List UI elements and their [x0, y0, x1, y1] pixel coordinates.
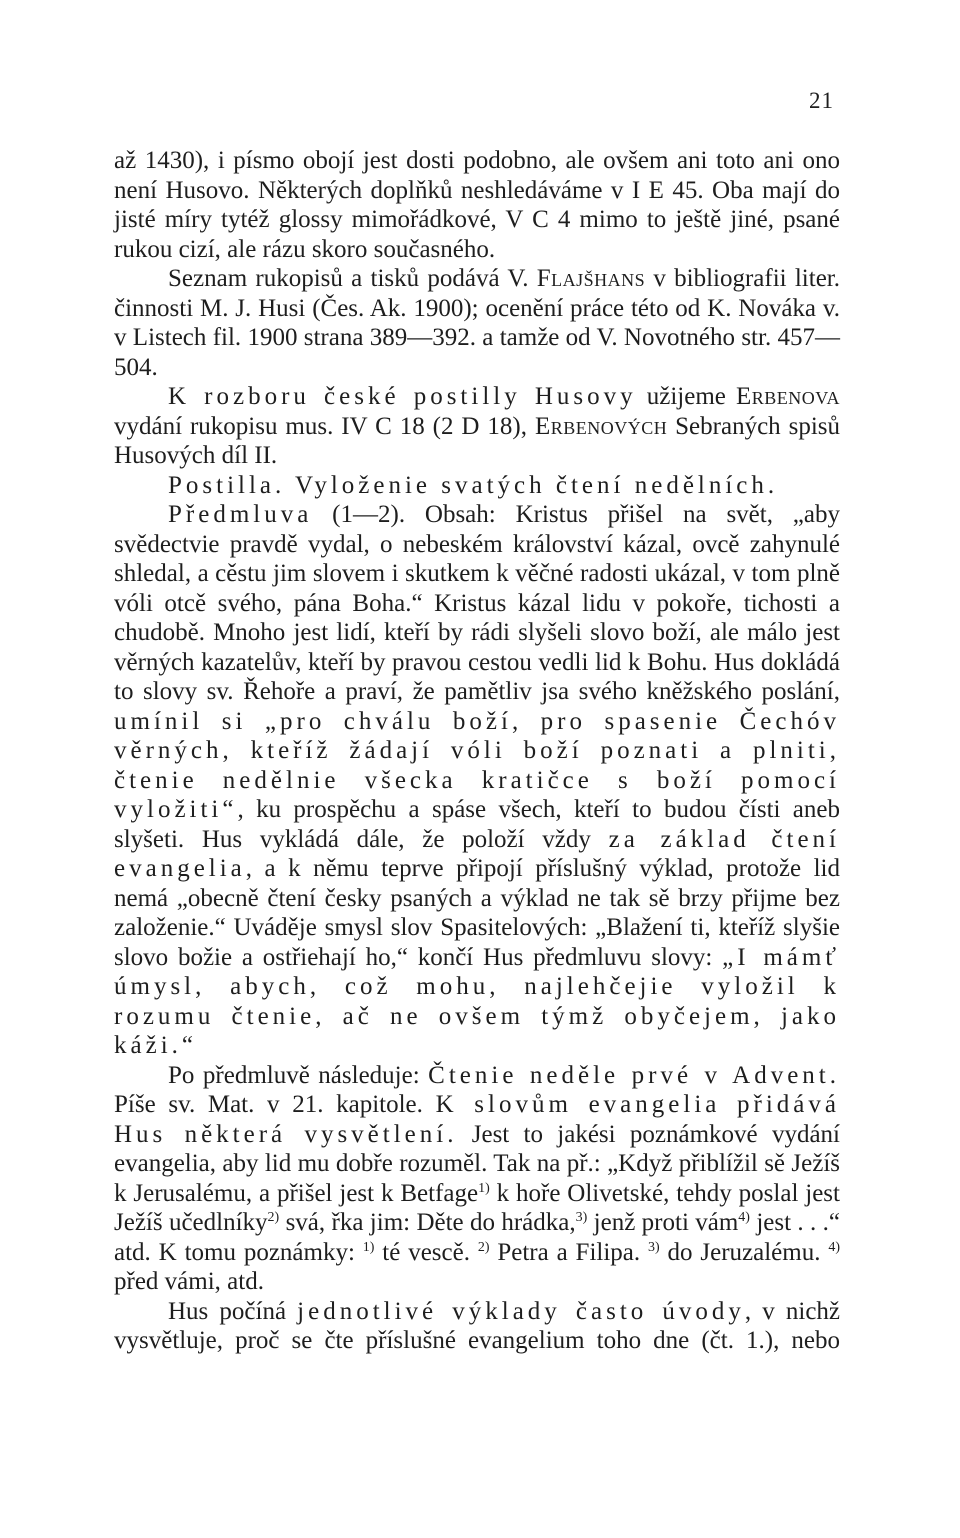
text-run: Petra a Filipa.: [489, 1238, 648, 1266]
text-run: (1—2). Obsah: Kristus přišel na svět, „aby svědectvie pravdě vydal, o nebeském království kázal, ovcě zahynulé shledal, a cěstu jim slovem i skutkem k věčné radosti ukázal, v tom plně vóli otcě svého, pána Boha.“ Kristus kázal lidu v pokoře, tichosti a chudobě. Mnoho jest lidí, kteří by rádi slyšeli slovo boží, ale málo jest věrných kazatelův, kteří by pravou cestou vedli lid k Bohu. Hus dokládá to slovy sv. Řehoře a praví, že pamětliv jsa svého kněžského poslání,: [114, 501, 840, 705]
spaced-emphasis-text: jednotlivé výklady často úvody: [297, 1297, 745, 1325]
paragraph: [114, 471, 840, 501]
author-name: Flajšhans: [536, 265, 646, 292]
spaced-emphasis-text: „I mámť úmysl, abych, což mohu, najlehčejie vyložil k rozumu čtenie, ač ne ovšem týmž obyčejem, jako káži.“: [114, 943, 841, 1059]
footnote-marker: 1): [362, 1239, 375, 1255]
text-run: v bibliografii liter. činnosti M. J. Husi (Čes. Ak. 1900); ocenění práce této od K. Nováka v. v Listech fil. 1900 strana 389—392. a tamže od V. Novotného str. 457—504.: [114, 265, 840, 381]
spaced-emphasis-text: Předmluva: [168, 501, 313, 528]
text-run: jest . . .“ atd. K tomu poznámky:: [114, 1209, 840, 1266]
footnote-marker: 4): [738, 1210, 750, 1225]
text-run: , ku prospěchu a spáse všech, kteří to budou čísti aneb slyšeti. Hus vykládá dále, že položí vždy: [114, 796, 840, 853]
author-name: Erbenových: [534, 412, 668, 440]
footnote-marker: 2): [267, 1210, 280, 1225]
text-run: Sebraných spisů Husových díl II.: [114, 412, 841, 469]
page-number: 21: [809, 88, 834, 113]
spaced-emphasis-text: Čtenie neděle prvé v Advent.: [428, 1061, 841, 1089]
spaced-emphasis-text: za základ čtení evangelia: [114, 825, 840, 882]
text-run: té vescě.: [374, 1238, 478, 1266]
text-run: Seznam rukopisů a tisků podává V.: [168, 265, 537, 292]
page-body: [114, 146, 840, 1356]
text-run: svá, řka jim: Děte do hrádka,: [279, 1209, 576, 1236]
text-run: k hoře Olivetské, tehdy poslal jest Ježíš učedlníky: [114, 1179, 840, 1236]
text-run: Po předmluvě následuje:: [168, 1061, 429, 1089]
text-run: Hus počíná: [168, 1297, 298, 1325]
text-run: před vámi, atd.: [114, 1268, 264, 1295]
paragraph: [114, 1061, 840, 1297]
text-run: jenž proti vám: [587, 1209, 739, 1236]
footnote-marker: 1): [478, 1180, 490, 1196]
footnote-marker: 3): [575, 1210, 588, 1225]
paragraph: [114, 382, 840, 471]
text-run: vydání rukopisu mus. IV C 18 (2 D 18),: [114, 412, 535, 440]
spaced-emphasis-text: umínil si „pro chválu boží, pro spasenie Čechóv věrných, kteříž žádají vóli boží poznati a plniti, čtenie nedělnie všecka kratičce s boží pomocí vyložiti“: [114, 707, 840, 823]
text-run: užijeme: [636, 383, 737, 410]
spaced-emphasis-text: K slovům evangelia přidává Hus některá vysvětlení.: [114, 1091, 840, 1148]
spaced-emphasis-text: K rozboru české postilly Husovy: [168, 383, 637, 410]
text-run: až 1430), i písmo obojí jest dosti podobno, ale ovšem ani toto ani ono není Husovo. Některých doplňků neshledáváme v I E 45. Oba mají do jisté míry tytéž glossy mimořádkové, V C 4 mimo to ještě jiné, psané rukou cizí, ale rázu skoro současného.: [114, 147, 840, 263]
footnote-marker: 3): [647, 1239, 660, 1255]
paragraph: [114, 264, 840, 382]
footnote-marker: 2): [477, 1239, 490, 1255]
author-name: Erbenova: [736, 383, 840, 410]
text-run: Jest to jakési poznámkové vydání evangelia, aby lid mu dobře rozuměl. Tak na př.: „Když přiblížil sě Ježíš k Jerusalému, a přišel jest k Betfage: [114, 1120, 840, 1207]
text-run: , v nichž vysvětluje, proč se čte příslušné evangelium toho dne (čt. 1.), nebo: [114, 1297, 841, 1354]
text-run: do Jeruzalému.: [659, 1238, 829, 1266]
spaced-emphasis-text: Postilla. Vyloženie svatých čtení nedělních.: [168, 471, 779, 499]
paragraph: [114, 1297, 840, 1356]
paragraph: [114, 146, 840, 264]
paragraph: [114, 500, 840, 1061]
footnote-marker: 4): [828, 1239, 840, 1255]
text-run: , a k němu teprve připojí příslušný výklad, protože lid nemá „obecně čtení česky psaných a výklad ne tak sě brzy přijme bez založenie.“ Uváděje smysl slov Spasitelových: „Blažení ti, kteříž slyšie slovo božie a ostřiehají ho,“ končí Hus předmluvu slovy:: [114, 855, 840, 971]
text-run: Píše sv. Mat. v 21. kapitole.: [114, 1091, 436, 1118]
